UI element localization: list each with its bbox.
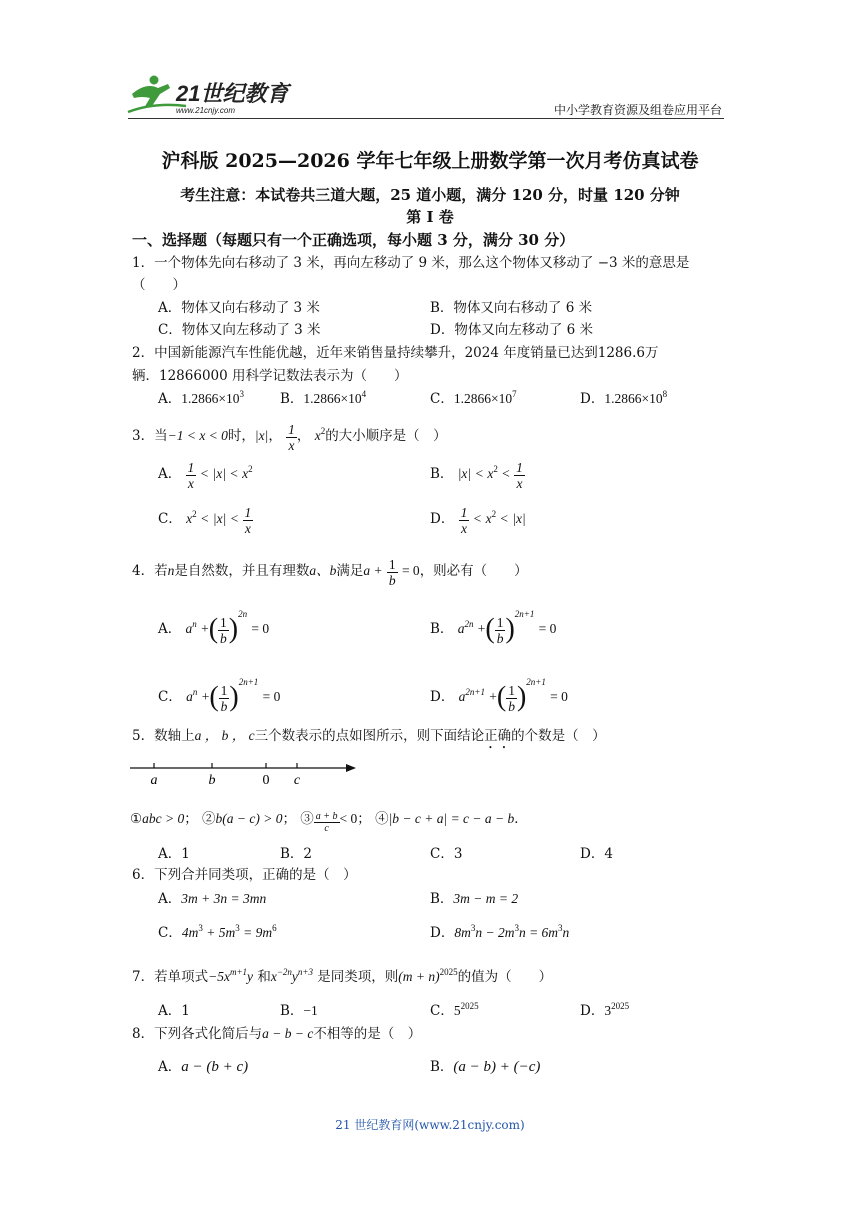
q1-stem: 1．一个物体先向右移动了 3 米，再向左移动了 9 米，那么这个物体又移动了 −3 米的意思是 (132, 255, 690, 271)
q5-stem: 5．数轴上a ， b ， c三个数表示的点如图所示，则下面结论正确的个数是（ ） (132, 728, 606, 744)
q1-option-b: B．物体又向右移动了 6 米 (430, 300, 593, 316)
q2-stem: 2．中国新能源汽车性能优越，近年来销售量持续攀升，2024 年度销量已达到1286.6万 (132, 345, 659, 361)
q1-paren: （ ） (132, 277, 186, 293)
q4-stem: 4．若n是自然数，并且有理数a、b满足a + $\frac{1}{b}$ = 0，则必有（ ） (132, 557, 528, 588)
q6-stem: 6．下列合并同类项，正确的是（ ） (132, 867, 357, 883)
q1-option-a: A．物体又向右移动了 3 米 (158, 300, 320, 316)
q4-option-a: A． $a^n$ +( $\frac{1}{b}$ )$^{2n}$ = 0 (158, 609, 270, 646)
q5-option-d: D．4 (580, 846, 613, 862)
q7-option-b: B．−1 (280, 1003, 318, 1019)
q6-option-a: A．3m + 3n = 3mn (158, 891, 267, 907)
q3-option-a: A． $\frac{1}{x}$ < $|x| < x^2$ (158, 460, 253, 491)
q4-option-d: D． $a^{2n+1}$ +( $\frac{1}{b}$ )$^{2n+1}$ = 0 (430, 677, 568, 714)
exam-title: 沪科版 2025—2026 学年七年级上册数学第一次月考仿真试卷 (161, 150, 699, 172)
axis-label-b: b (208, 773, 216, 788)
axis-label-zero: 0 (262, 773, 270, 788)
q1-option-c: C．物体又向左移动了 3 米 (158, 322, 321, 338)
q7-stem: 7．若单项式$-5x^{m+1}y$ 和$x^{-2n}y^{n+3}$ 是同类项，则$(m + n)^{2025}$的值为（ ） (132, 967, 553, 985)
q5-option-b: B．2 (280, 846, 313, 862)
q5-conclusions: ①abc > 0； ②b(a − c) > 0； ③ $\frac{a + b}{c}$ < 0； ④|b − c + a| = c − a − b． (130, 811, 528, 834)
platform-name: 中小学教育资源及组卷应用平台 (553, 103, 722, 117)
q8-stem: 8．下列各式化简后与a − b − c不相等的是（ ） (132, 1026, 422, 1042)
site-logo (124, 72, 294, 118)
q3-stem: 3．当−1 < x < 0时，|x|， $\frac{1}{x}$ ， $x^2$的大小顺序是（ ） (132, 422, 447, 453)
q7-option-a: A．1 (158, 1003, 190, 1019)
section-heading: 一、选择题（每题只有一个正确选项，每小题 3 分，满分 30 分） (132, 231, 575, 249)
q2-stem-2: 辆．12866000 用科学记数法表示为（ ） (132, 368, 408, 384)
q3-option-b: B． $|x| < x^2$ < $\frac{1}{x}$ (430, 460, 523, 491)
q5-option-a: A．1 (158, 846, 190, 862)
number-line (128, 758, 358, 788)
exam-notice: 考生注意：本试卷共三道大题，25 道小题，满分 120 分，时量 120 分钟 (180, 186, 680, 204)
q6-option-b: B．3m − m = 2 (430, 891, 519, 907)
q2-option-c: C．$1.2866\times 10^7$ (430, 389, 517, 407)
q4-option-c: C． $a^n$ +( $\frac{1}{b}$ )$^{2n+1}$ = 0 (158, 677, 281, 714)
q3-option-c: C． $x^2 < |x|$ < $\frac{1}{x}$ (158, 505, 252, 536)
q2-option-b: B．$1.2866\times 10^4$ (280, 389, 367, 407)
q4-option-b: B． $a^{2n}$ +( $\frac{1}{b}$ )$^{2n+1}$ = 0 (430, 609, 557, 646)
q8-option-a: A．a − (b + c) (158, 1059, 249, 1075)
q8-option-b: B．(a − b) + (−c) (430, 1059, 541, 1075)
footer-link[interactable]: 21 世纪教育网(www.21cnjy.com) (335, 1118, 525, 1132)
q7-option-d: D．$3^{2025}$ (580, 1001, 630, 1019)
axis-label-c: c (293, 773, 301, 788)
logo-url: www.21cnjy.com (176, 106, 235, 115)
q6-option-d: D．$8m^3n - 2m^3n = 6m^3n$ (430, 923, 570, 941)
q6-option-c: C．$4m^3 + 5m^3 = 9m^6$ (158, 923, 277, 941)
logo-text: 21世纪教育 (176, 81, 289, 106)
header-divider (128, 118, 724, 119)
q7-option-c: C．$5^{2025}$ (430, 1001, 479, 1019)
q5-option-c: C．3 (430, 846, 463, 862)
q2-option-d: D．$1.2866\times 10^8$ (580, 389, 668, 407)
q2-option-a: A．$1.2866\times 10^3$ (158, 389, 244, 407)
q3-option-d: D． $\frac{1}{x}$ < $x^2 < |x|$ (430, 505, 526, 536)
axis-label-a: a (150, 773, 158, 788)
q1-option-d: D．物体又向左移动了 6 米 (430, 322, 593, 338)
emphasis-text: 正确 (484, 728, 512, 744)
volume-label: 第 I 卷 (406, 208, 454, 226)
